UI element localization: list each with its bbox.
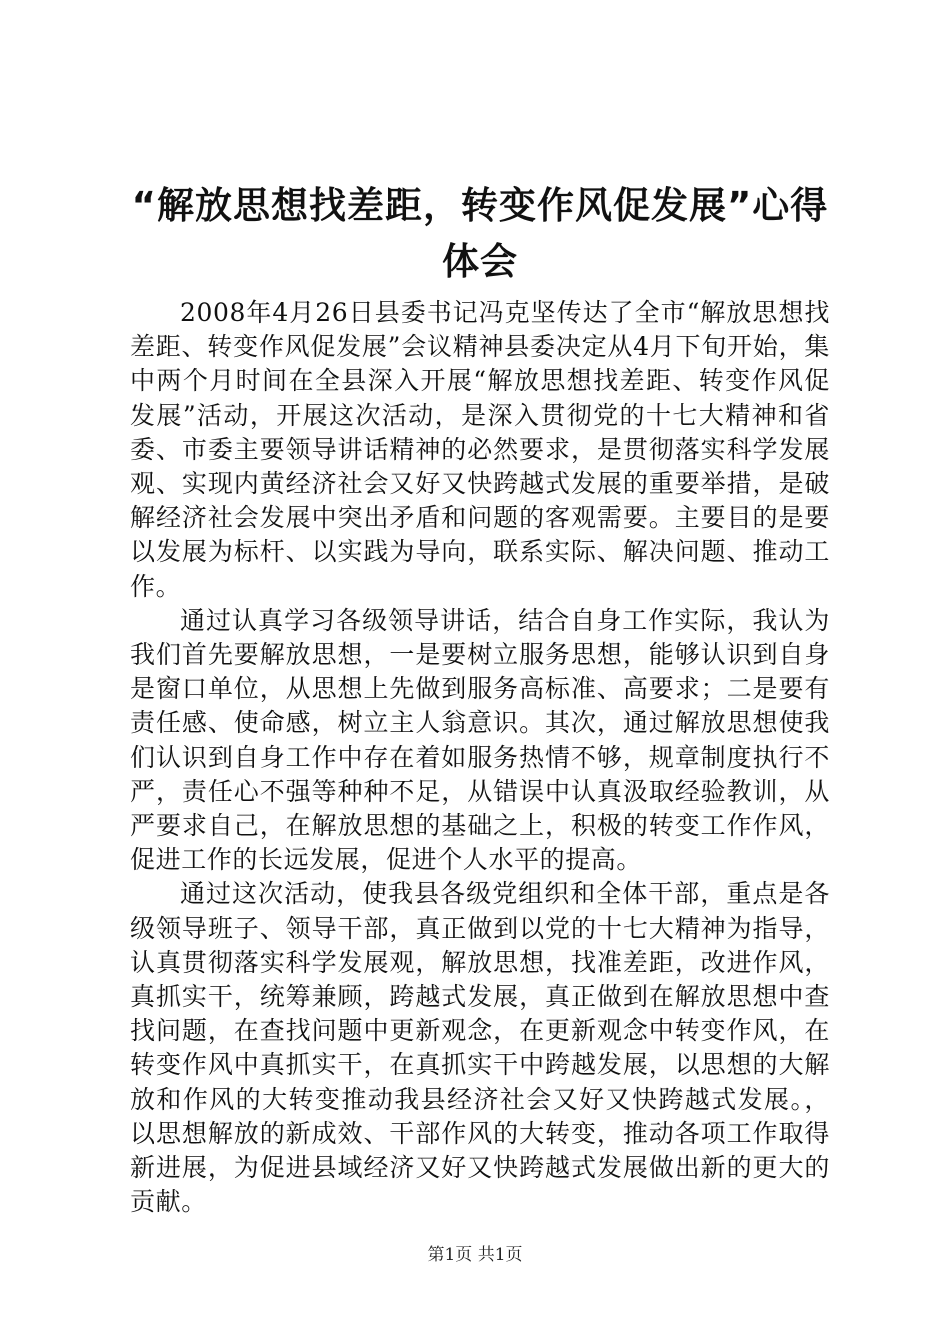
paragraph-1: 2008年4月26日县委书记冯克坚传达了全市“解放思想找差距、转变作风促发展”会议精神县委决定从4月下旬开始，集中两个月时间在全县深入开展“解放思想找差距、转变作风促发展”活动，开展这次活动，是深入贯彻党的十七大精神和省委、市委主要领导讲话精神的必然要求，是贯彻落实科学发展观、实现内黄经济社会又好又快跨越式发展的重要举措，是破解经济社会发展中突出矛盾和问题的客观需要。主要目的是要以发展为标杆、以实践为导向，联系实际、解决问题、推动工作。 bbox=[130, 298, 830, 601]
document-body bbox=[130, 296, 830, 1219]
paragraph-3: 通过这次活动，使我县各级党组织和全体干部，重点是各级领导班子、领导干部，真正做到以党的十七大精神为指导，认真贯彻落实科学发展观，解放思想，找准差距，改进作风，真抓实干，统筹兼顾，跨越式发展，真正做到在解放思想中查找问题，在查找问题中更新观念，在更新观念中转变作风，在转变作风中真抓实干，在真抓实干中跨越发展，以思想的大解放和作风的大转变推动我县经济社会又好又快跨越式发展。，以思想解放的新成效、干部作风的大转变，推动各项工作取得新进展，为促进县域经济又好又快跨越式发展做出新的更大的贡献。 bbox=[130, 879, 830, 1217]
paragraph-2: 通过认真学习各级领导讲话，结合自身工作实际，我认为我们首先要解放思想，一是要树立服务思想，能够认识到自身是窗口单位，从思想上先做到服务高标准、高要求；二是要有责任感、使命感，树立主人翁意识。其次，通过解放思想使我们认识到自身工作中存在着如服务热情不够，规章制度执行不严，责任心不强等种种不足，从错误中认真汲取经验教训，从严要求自己，在解放思想的基础之上，积极的转变工作作风，促进工作的长远发展，促进个人水平的提高。 bbox=[130, 605, 830, 875]
page-footer bbox=[0, 1244, 950, 1266]
document-title: “解放思想找差距，转变作风促发展”心得体会 bbox=[131, 184, 829, 283]
page-number: 第1页 共1页 bbox=[427, 1245, 523, 1265]
